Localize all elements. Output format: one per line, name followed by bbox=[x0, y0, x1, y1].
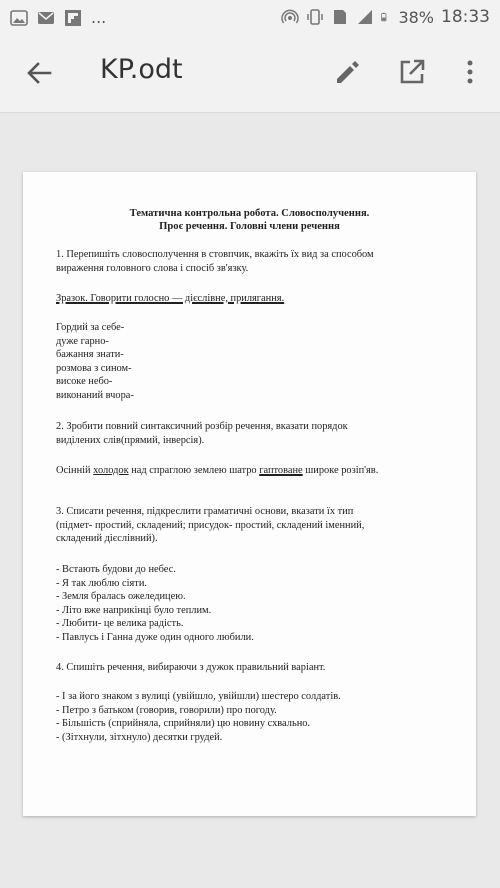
list-item: - Петро з батьком (говорив, говорили) про погоду. bbox=[56, 704, 277, 716]
task-1-items bbox=[56, 321, 456, 403]
list-item: - Земля бралась ожеледицею. bbox=[56, 591, 186, 603]
hotspot-icon bbox=[281, 9, 299, 25]
back-arrow-icon[interactable] bbox=[24, 58, 54, 88]
task-2-line-2: виділених слів(прямий, інверсія). bbox=[56, 434, 205, 446]
battery-percent: 38% bbox=[398, 7, 434, 27]
sim2-badge: 2 bbox=[352, 7, 361, 21]
task-3-items bbox=[56, 563, 456, 645]
sentence-underlined-word: холодок bbox=[93, 465, 129, 476]
task-4-items bbox=[56, 690, 456, 744]
battery-icon bbox=[381, 9, 391, 25]
app-bar bbox=[0, 34, 500, 113]
task-4 bbox=[56, 661, 456, 675]
task-3-line-2: (підмет- простий, складений; присудок- простий, складений іменний, bbox=[56, 519, 365, 531]
list-item: Гордий за себе- bbox=[56, 322, 125, 333]
heading-line-2: Проє речення. Головні члени речення bbox=[159, 221, 340, 232]
flipboard-icon bbox=[64, 10, 82, 26]
task-1-example-text: Зразок. Говорити голосно — дієслівне, прилягання. bbox=[56, 293, 285, 304]
list-item: - Літо вже наприкінці було теплим. bbox=[56, 604, 212, 616]
task-1-example bbox=[56, 292, 456, 306]
list-item: розмова з сином- bbox=[56, 362, 132, 374]
open-in-new-icon[interactable] bbox=[398, 58, 426, 86]
list-item: дуже гарно- bbox=[56, 335, 109, 347]
task-1-line-2: вираження головного слова і спосіб зв'язку. bbox=[56, 262, 249, 274]
document-page bbox=[23, 172, 476, 816]
status-bar bbox=[0, 0, 500, 34]
sentence-part: над спраглою землею шатро bbox=[128, 465, 260, 476]
sentence-part: широке розіп'яв. bbox=[302, 465, 379, 476]
list-item: - Я так люблю сіяти. bbox=[56, 577, 148, 589]
task-2-sentence bbox=[56, 464, 456, 478]
more-notifications: ... bbox=[91, 8, 107, 27]
list-item: виконаний вчора- bbox=[56, 389, 134, 401]
task-3 bbox=[56, 505, 456, 546]
image-icon bbox=[10, 10, 28, 26]
list-item: бажання знати- bbox=[56, 349, 124, 361]
document-title: KP.odt bbox=[100, 54, 183, 85]
list-item: - Встають будови до небес. bbox=[56, 564, 176, 575]
list-item: - Любити- це велика радість. bbox=[56, 618, 184, 630]
list-item: - Павлусь і Ганна дуже один одного любили. bbox=[56, 631, 254, 643]
list-item: - (Зітхнули, зітхнуло) десятки грудей. bbox=[56, 731, 223, 743]
document-heading bbox=[23, 207, 476, 233]
task-4-line-1: 4. Спишіть речення, вибираючи з дужок правильний варіант. bbox=[56, 662, 326, 673]
heading-line-1: Тематична контрольна робота. Словосполучення. bbox=[129, 208, 370, 219]
email-icon bbox=[37, 10, 55, 26]
list-item: високе небо- bbox=[56, 376, 113, 388]
task-3-line-1: 3. Списати речення, підкреслити граматичні основи, вказати їх тип bbox=[56, 506, 354, 517]
task-2-sentence-line bbox=[56, 464, 456, 478]
vibrate-icon bbox=[306, 9, 324, 25]
task-1-line-1: 1. Перепишіть словосполучення в стовпчик, вкажіть їх вид за способом bbox=[56, 249, 374, 260]
task-2-line-1: 2. Зробити повний синтаксичний розбір речення, вказати порядок bbox=[56, 421, 348, 432]
sim2-icon bbox=[331, 9, 349, 25]
clock: 18:33 bbox=[441, 7, 490, 27]
more-vert-icon[interactable] bbox=[462, 58, 478, 86]
task-3-line-3: складений дієслівний). bbox=[56, 533, 158, 545]
status-bar-right bbox=[281, 7, 490, 27]
sentence-part: Осінній bbox=[56, 465, 94, 476]
list-item: - І за його знаком з вулиці (увійшло, увійшли) шестеро солдатів. bbox=[56, 691, 341, 702]
task-1 bbox=[56, 248, 456, 275]
status-bar-left bbox=[10, 8, 106, 27]
edit-pencil-icon[interactable] bbox=[333, 58, 361, 86]
sentence-underlined-word: гаптоване bbox=[259, 465, 303, 476]
task-2 bbox=[56, 420, 456, 447]
list-item: - Більшість (сприйняла, сприйняли) цю новину схвально. bbox=[56, 718, 311, 730]
